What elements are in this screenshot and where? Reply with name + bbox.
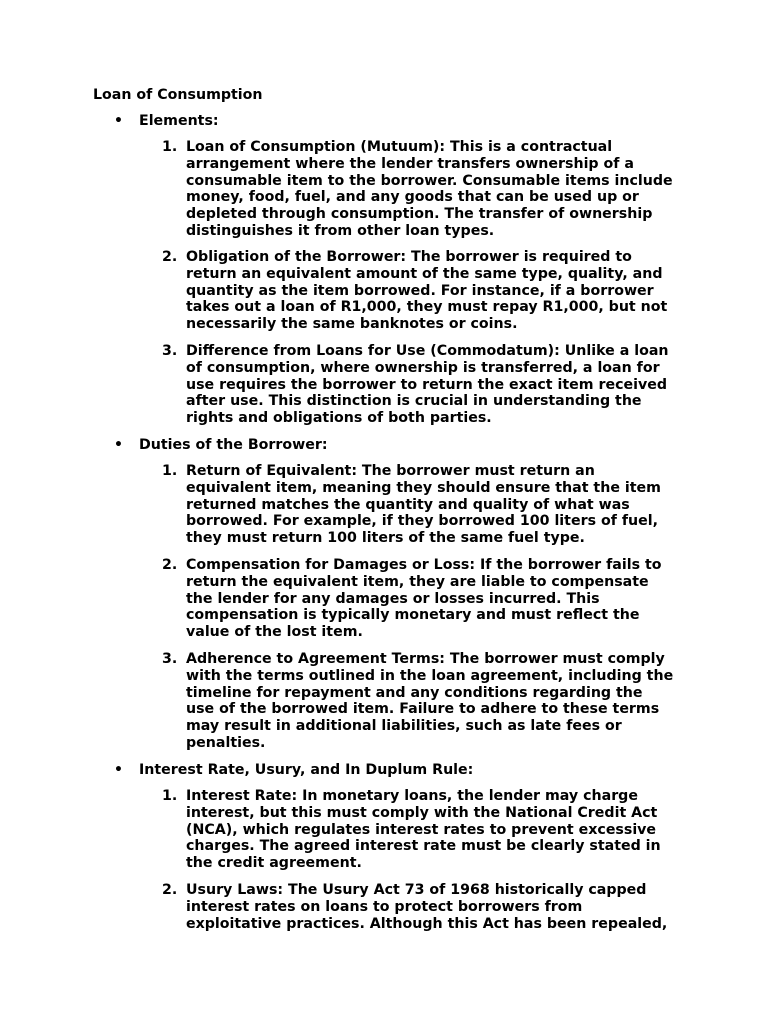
document-title: Loan of Consumption <box>93 87 263 103</box>
list-number: 2. <box>162 249 178 265</box>
section-heading-elements: Elements: <box>139 113 219 129</box>
text-line: arrangement where the lender transfers ownership of a <box>186 155 634 172</box>
text-line: return the equivalent item, they are liable to compensate <box>186 573 649 590</box>
text-line: quantity as the item borrowed. For instance, if a borrower <box>186 282 654 299</box>
text-line: necessarily the same banknotes or coins. <box>186 316 518 333</box>
text-line: returned matches the quantity and quality of what was <box>186 496 630 513</box>
list-item-usury <box>186 882 678 932</box>
text-line: distinguishes it from other loan types. <box>186 222 495 239</box>
text-line: use of the borrowed item. Failure to adhere to these terms <box>186 701 660 718</box>
section-heading-interest: Interest Rate, Usury, and In Duplum Rule: <box>139 762 474 778</box>
text-line: value of the lost item. <box>186 624 363 641</box>
text-line: equivalent item, meaning they should ensure that the item <box>186 479 661 496</box>
section-heading-duties: Duties of the Borrower: <box>139 437 328 453</box>
text-line: timeline for repayment and any conditions regarding the <box>186 684 643 701</box>
text-line: with the terms outlined in the loan agreement, including the <box>186 667 674 684</box>
text-line: Obligation of the Borrower: The borrower is required to <box>186 249 632 265</box>
text-line: exploitative practices. Although this Act has been repealed, <box>186 915 668 932</box>
text-line: takes out a loan of R1,000, they must repay R1,000, but not <box>186 299 668 316</box>
list-item-mutuum <box>186 139 678 240</box>
list-number: 3. <box>162 343 178 359</box>
text-line: compensation is typically monetary and must reflect the <box>186 607 640 624</box>
list-item-compensation <box>186 557 678 641</box>
text-line: Interest Rate: In monetary loans, the lender may charge <box>186 788 638 804</box>
text-line: they must return 100 liters of the same fuel type. <box>186 530 585 547</box>
text-line: Compensation for Damages or Loss: If the borrower fails to <box>186 557 662 573</box>
text-line: may result in additional liabilities, such as late fees or <box>186 718 622 735</box>
text-line: interest rates on loans to protect borrowers from <box>186 898 583 915</box>
text-line: penalties. <box>186 734 266 751</box>
list-item-interest-rate <box>186 788 678 872</box>
list-item-adherence <box>186 651 678 752</box>
text-line: use requires the borrower to return the exact item received <box>186 376 668 393</box>
text-line: charges. The agreed interest rate must be clearly stated in <box>186 838 661 855</box>
text-line: consumable item to the borrower. Consumable items include <box>186 172 673 189</box>
list-number: 1. <box>162 139 178 155</box>
text-line: return an equivalent amount of the same type, quality, and <box>186 265 663 282</box>
bullet-icon: • <box>114 437 123 453</box>
text-line: Return of Equivalent: The borrower must return an <box>186 463 595 479</box>
text-line: Adherence to Agreement Terms: The borrower must comply <box>186 651 665 667</box>
text-line: the credit agreement. <box>186 855 362 872</box>
text-line: borrowed. For example, if they borrowed 100 liters of fuel, <box>186 513 658 530</box>
list-number: 1. <box>162 463 178 479</box>
list-item-obligation <box>186 249 678 333</box>
text-line: money, food, fuel, and any goods that can be used up or <box>186 189 639 206</box>
text-line: Usury Laws: The Usury Act 73 of 1968 historically capped <box>186 882 647 898</box>
list-number: 2. <box>162 882 178 898</box>
text-line: (NCA), which regulates interest rates to prevent excessive <box>186 821 657 838</box>
bullet-icon: • <box>114 113 123 129</box>
list-item-commodatum <box>186 343 678 427</box>
text-line: after use. This distinction is crucial in understanding the <box>186 393 642 410</box>
list-number: 1. <box>162 788 178 804</box>
text-line: rights and obligations of both parties. <box>186 410 492 427</box>
list-item-return-equivalent <box>186 463 678 547</box>
text-line: depleted through consumption. The transfer of ownership <box>186 206 653 223</box>
text-line: Loan of Consumption (Mutuum): This is a contractual <box>186 139 613 155</box>
bullet-icon: • <box>114 762 123 778</box>
text-line: interest, but this must comply with the National Credit Act <box>186 804 658 821</box>
list-number: 2. <box>162 557 178 573</box>
text-line: Difference from Loans for Use (Commodatum): Unlike a loan <box>186 343 669 359</box>
list-number: 3. <box>162 651 178 667</box>
text-line: the lender for any damages or losses incurred. This <box>186 590 600 607</box>
text-line: of consumption, where ownership is transferred, a loan for <box>186 359 660 376</box>
